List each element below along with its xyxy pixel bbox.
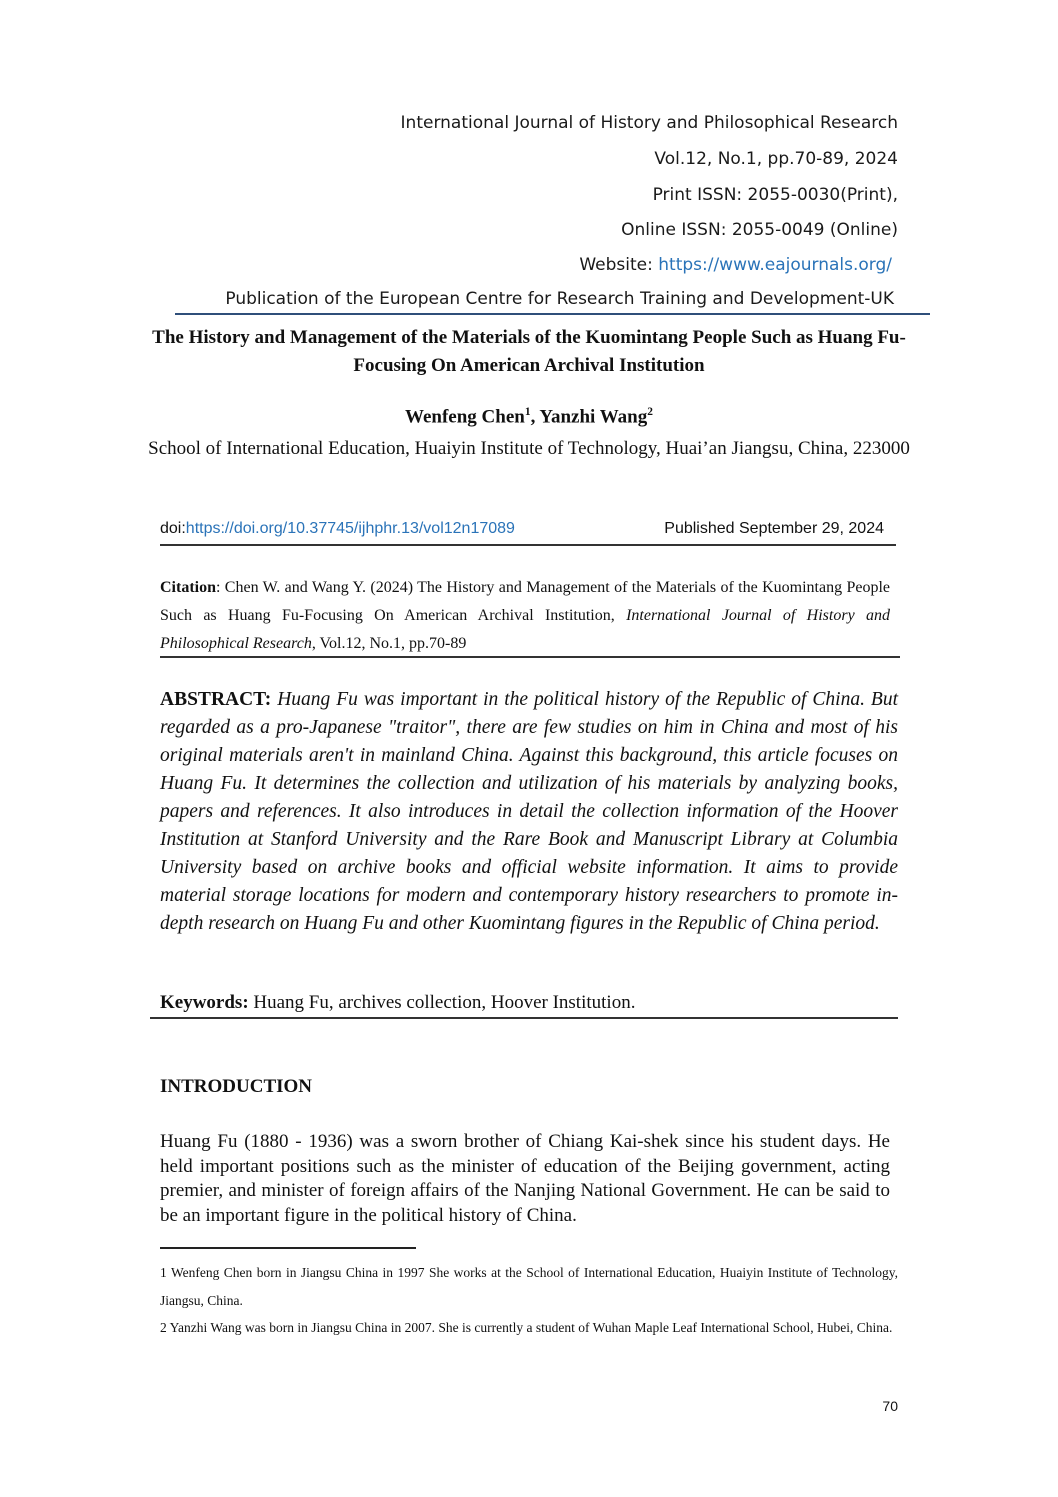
- abstract: [160, 686, 898, 938]
- footnote-1: 1 Wenfeng Chen born in Jiangsu China in 1997 She works at the School of International Education, Huaiyin Institute of Technology, Jiangsu, China.: [160, 1265, 898, 1308]
- doi-label: doi:: [160, 520, 186, 537]
- print-issn: Print ISSN: 2055-0030(Print),: [652, 185, 898, 205]
- article-title: The History and Management of the Materials of the Kuomintang People Such as Huang Fu-Focusing On American Archival Institution: [152, 327, 906, 376]
- citation-journal: International Journal of History and Philosophical Research: [160, 607, 890, 652]
- keywords-text: Huang Fu, archives collection, Hoover Institution.: [248, 992, 636, 1013]
- citation-text: : Chen W. and Wang Y. (2024) The History and Management of the Materials of the Kuomintang People Such as Huang Fu-Focusing On American Archival Institution,: [160, 579, 890, 624]
- author-1: Wenfeng Chen: [405, 406, 525, 428]
- keywords-label: Keywords:: [160, 992, 249, 1013]
- abstract-text: Huang Fu was important in the political history of the Republic of China. But regarded as a pro-Japanese "traitor", there are few studies on him in China and most of his original materials aren't in mainland China. Against this background, this article focuses on Huang Fu. It determines the collection and utilization of his materials by analyzing books, papers and references. It also introduces in detail the collection information of the Hoover Institution at Stanford University and the Rare Book and Manuscript Library at Columbia University based on archive books and official website information. It aims to provide material storage locations for modern and contemporary history researchers to promote in-depth research on Huang Fu and other Kuomintang figures in the Republic of China period.: [160, 689, 898, 934]
- section-heading: INTRODUCTION: [160, 1076, 313, 1097]
- citation-rule: [160, 656, 900, 658]
- abstract-label: ABSTRACT:: [160, 689, 278, 710]
- publisher-line: Publication of the European Centre for Research Training and Development-UK: [225, 289, 894, 309]
- author-2: Yanzhi Wang: [539, 406, 648, 428]
- footnote-separator: [160, 1247, 416, 1249]
- author-1-affil-mark: 1: [524, 406, 531, 418]
- website-label: Website:: [579, 255, 659, 275]
- header-rule: [175, 313, 930, 315]
- volume-info: Vol.12, No.1, pp.70-89, 2024: [654, 149, 898, 169]
- website-line: [579, 255, 892, 275]
- citation-label: Citation: [160, 579, 216, 596]
- keywords: [160, 992, 635, 1014]
- website-link[interactable]: https://www.eajournals.org/: [658, 255, 892, 275]
- author-separator: ,: [530, 406, 540, 428]
- intro-paragraph: Huang Fu (1880 - 1936) was a sworn brother of Chiang Kai-shek since his student days. He held important positions such as the minister of education of the Beijing government, acting premier, and minister of foreign affairs of the Nanjing National Government. He can be said to be an important figure in the political history of China.: [160, 1131, 890, 1226]
- online-issn: Online ISSN: 2055-0049 (Online): [621, 220, 898, 240]
- page-number: 70: [882, 1398, 898, 1414]
- keywords-rule: [150, 1017, 898, 1019]
- journal-name: International Journal of History and Philosophical Research: [400, 113, 898, 133]
- author-2-affil-mark: 2: [647, 406, 653, 418]
- affiliation: School of International Education, Huaiyin Institute of Technology, Huai’an Jiangsu, China, 223000: [148, 438, 910, 459]
- doi-rule: [160, 544, 896, 546]
- doi-link[interactable]: https://doi.org/10.37745/ijhphr.13/vol12n17089: [185, 520, 515, 537]
- authors: [140, 406, 918, 428]
- published-date: Published September 29, 2024: [664, 520, 884, 537]
- citation: [160, 574, 890, 658]
- doi-line: [160, 520, 515, 538]
- footnote-2: 2 Yanzhi Wang was born in Jiangsu China in 2007. She is currently a student of Wuhan Maple Leaf International School, Hubei, China.: [160, 1320, 893, 1335]
- citation-tail: , Vol.12, No.1, pp.70-89: [311, 635, 467, 652]
